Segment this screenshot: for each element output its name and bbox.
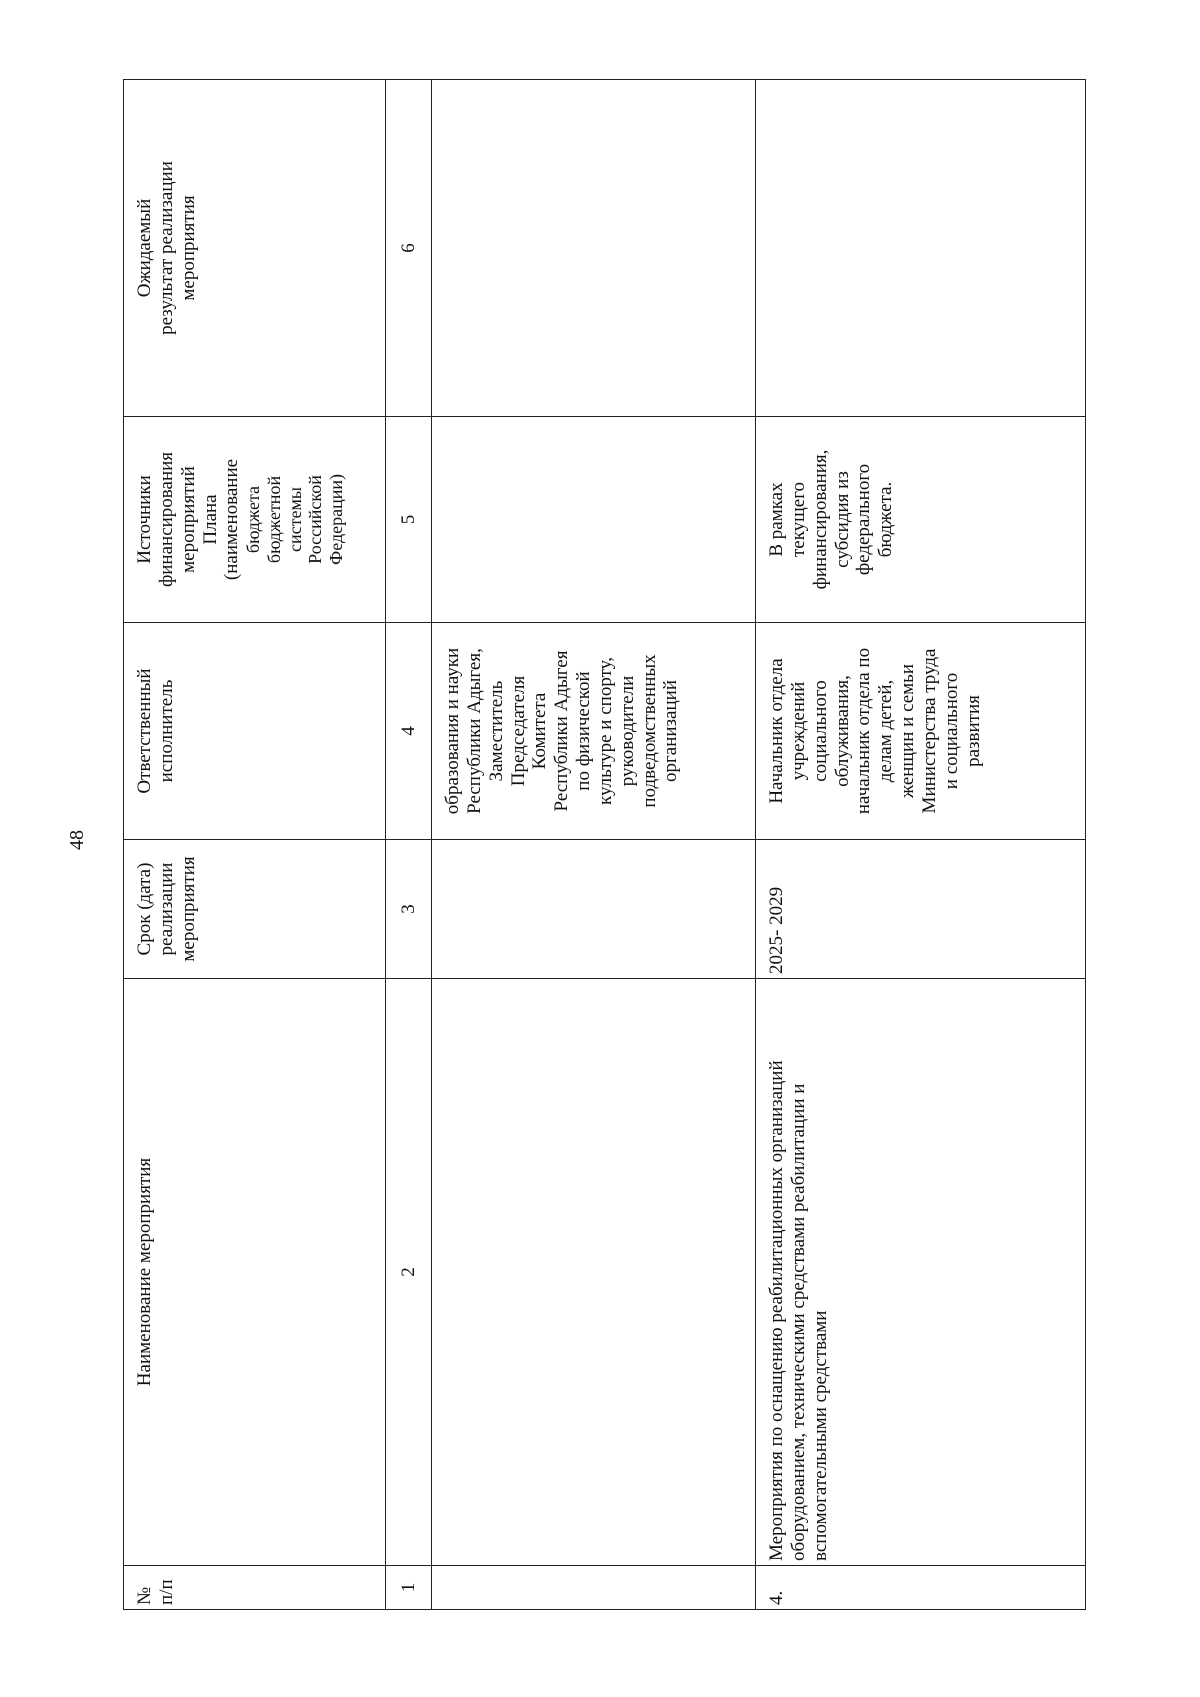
header-term: Срок (дата) реализации мероприятия (124, 840, 386, 979)
item-executor: Начальник отдела учреждений социального облуживания, начальник отдела по делам детей, женщин и семьи Министерства труда и социального развития (756, 623, 1086, 840)
column-number-3: 3 (386, 840, 432, 979)
column-number-1: 1 (386, 1566, 432, 1610)
table-row-4 (756, 80, 1086, 1610)
continuation-executor-cell: образования и науки Республики Адыгея, Заместитель Председателя Комитета Республики Адыгея по физической культуре и спорту, руководители подведомственных организаций (432, 623, 756, 840)
header-executor: Ответственный исполнитель (124, 623, 386, 840)
item-result (756, 80, 1086, 417)
column-number-2: 2 (386, 979, 432, 1566)
column-number-6: 6 (386, 80, 432, 417)
column-number-5: 5 (386, 417, 432, 623)
continuation-result-cell (432, 80, 756, 417)
header-row (124, 80, 386, 1610)
continuation-term-cell (432, 840, 756, 979)
plan-table (123, 79, 1086, 1610)
page-number: 48 (66, 830, 88, 850)
column-number-4: 4 (386, 623, 432, 840)
header-result: Ожидаемый результат реализации мероприятия (124, 80, 386, 417)
item-funding: В рамках текущего финансирования, субсидия из федерального бюджета. (756, 417, 1086, 623)
item-term: 2025- 2029 (756, 840, 1086, 979)
column-number-row (386, 80, 432, 1610)
continuation-row (432, 80, 756, 1610)
header-num: № п/п (124, 1566, 386, 1610)
continuation-num-cell (432, 1566, 756, 1610)
continuation-funding-cell (432, 417, 756, 623)
item-name: Мероприятия по оснащению реабилитационных организаций оборудованием, техническими средствами реабилитации и вспомогательными средствами (756, 979, 1086, 1566)
header-funding: Источники финансирования мероприятий Плана (наименование бюджета бюджетной системы Российской Федерации) (124, 417, 386, 623)
item-num: 4. (756, 1566, 1086, 1610)
plan-table-rotated (123, 80, 1085, 1610)
header-name: Наименование мероприятия (124, 979, 386, 1566)
continuation-name-cell (432, 979, 756, 1566)
